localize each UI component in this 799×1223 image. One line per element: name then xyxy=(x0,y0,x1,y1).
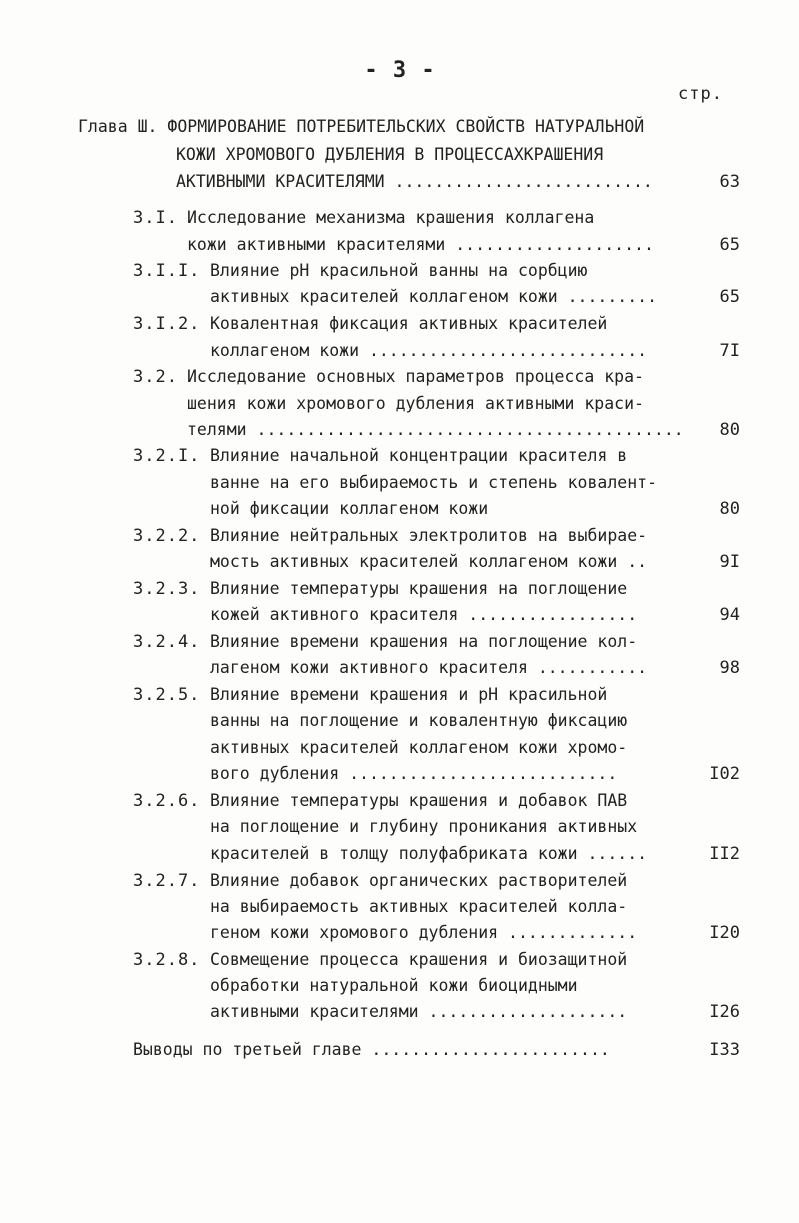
section-number: 3.2.7. xyxy=(133,871,201,891)
section-title-line: Влияние температуры крашения и добавок ПАВ xyxy=(210,791,628,810)
section-page-number: II2 xyxy=(709,844,740,864)
section-title-line: коллагеном кожи ............................ xyxy=(210,341,648,360)
section-title-line: активных красителей коллагеном кожи хромо- xyxy=(210,738,628,757)
section-title-line: Ковалентная фиксация активных красителей xyxy=(210,314,608,333)
section-page-number: 98 xyxy=(719,658,740,678)
chapter-title-line-1: Глава Ш. ФОРМИРОВАНИЕ ПОТРЕБИТЕЛЬСКИХ СВОЙСТВ НАТУРАЛЬНОЙ xyxy=(78,117,645,136)
chapter-page-number: 63 xyxy=(719,172,740,192)
section-title-line: Влияние температуры крашения на поглощение xyxy=(210,579,628,598)
section-page-number: 80 xyxy=(719,499,740,519)
page-number: - 3 - xyxy=(364,58,436,83)
section-title-line: Исследование основных параметров процесса кра- xyxy=(187,367,644,386)
section-title-line: лагеном кожи активного красителя ........... xyxy=(210,658,648,677)
section-title-line: мость активных красителей коллагеном кожи .. xyxy=(210,552,648,571)
section-title-line: геном кожи хромового дубления ............. xyxy=(210,923,638,942)
section-page-number: 80 xyxy=(719,420,740,440)
section-number: 3.2.8. xyxy=(133,950,201,970)
section-page-number: 7I xyxy=(719,341,740,361)
section-page-number: I26 xyxy=(709,1002,740,1022)
section-title-line: Влияние начальной концентрации красителя в xyxy=(210,446,628,465)
section-title-line: шения кожи хромового дубления активными краси- xyxy=(187,394,644,413)
section-title-line: ванне на его выбираемость и степень ковалент- xyxy=(210,473,658,492)
section-number: 3.2.I. xyxy=(133,446,201,466)
section-number: 3.2. xyxy=(133,367,178,387)
section-title-line: активных красителей коллагеном кожи ......... xyxy=(210,287,658,306)
section-title-line: кожи активными красителями .................... xyxy=(187,235,654,254)
page-column-label: стр. xyxy=(678,84,723,104)
section-number: 3.2.2. xyxy=(133,526,201,546)
section-page-number: 94 xyxy=(719,605,740,625)
section-title-line: ной фиксации коллагеном кожи xyxy=(210,499,489,518)
section-title-line: ванны на поглощение и ковалентную фиксацию xyxy=(210,711,628,730)
section-page-number: I02 xyxy=(709,764,740,784)
section-number: 3.2.6. xyxy=(133,791,201,811)
conclusion-page-number: I33 xyxy=(709,1040,740,1060)
section-number: 3.I. xyxy=(133,208,178,228)
section-page-number: I20 xyxy=(709,923,740,943)
section-title-line: телями ........................................... xyxy=(187,420,684,439)
section-title-line: Исследование механизма крашения коллагена xyxy=(187,208,595,227)
section-page-number: 65 xyxy=(719,235,740,255)
section-title-line: Влияние рН красильной ванны на сорбцию xyxy=(210,261,588,280)
chapter-title-line-2: КОЖИ ХРОМОВОГО ДУБЛЕНИЯ В ПРОЦЕССАХКРАШЕНИЯ xyxy=(176,145,604,164)
conclusion-title-line: Выводы по третьей главе ........................ xyxy=(133,1040,610,1059)
section-title-line: Влияние времени крашения и рН красильной xyxy=(210,685,608,704)
section-title-line: Влияние времени крашения на поглощение кол- xyxy=(210,632,638,651)
section-page-number: 9I xyxy=(719,552,740,572)
section-title-line: Влияние нейтральных электролитов на выбирае- xyxy=(210,526,648,545)
section-number: 3.2.4. xyxy=(133,632,201,652)
chapter-title-line-3: АКТИВНЫМИ КРАСИТЕЛЯМИ .......................... xyxy=(176,172,653,191)
section-title-line: кожей активного красителя ................. xyxy=(210,605,638,624)
section-title-line: на выбираемость активных красителей колла- xyxy=(210,897,628,916)
section-number: 3.I.2. xyxy=(133,314,201,334)
section-title-line: активными красителями .................... xyxy=(210,1002,628,1021)
section-page-number: 65 xyxy=(719,287,740,307)
section-title-line: вого дубления ........................... xyxy=(210,764,618,783)
section-number: 3.I.I. xyxy=(133,261,201,281)
section-number: 3.2.5. xyxy=(133,685,201,705)
section-title-line: Влияние добавок органических растворителей xyxy=(210,871,628,890)
section-title-line: Совмещение процесса крашения и биозащитной xyxy=(210,950,628,969)
section-title-line: на поглощение и глубину проникания активных xyxy=(210,817,638,836)
section-title-line: красителей в толщу полуфабриката кожи ...... xyxy=(210,844,648,863)
section-number: 3.2.3. xyxy=(133,579,201,599)
section-title-line: обработки натуральной кожи биоцидными xyxy=(210,976,578,995)
